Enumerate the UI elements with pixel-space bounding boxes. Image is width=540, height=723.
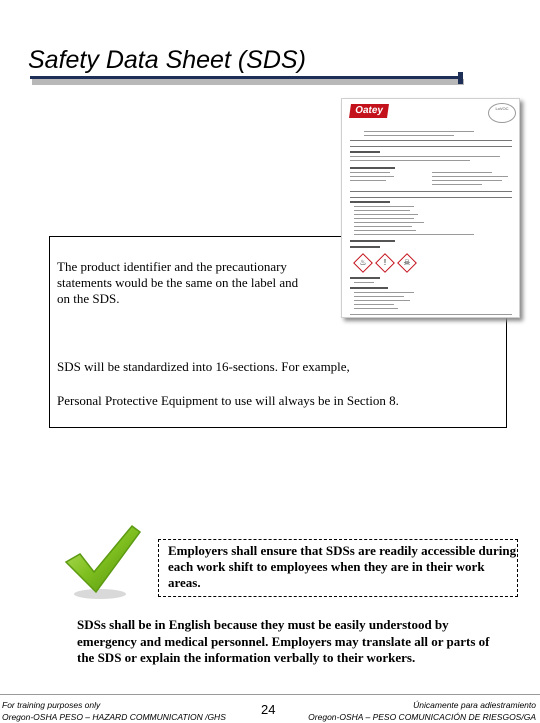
english-text: SDSs shall be in English because they must be easily understood by emergency and medical personnel. Employers may translate all or parts of the SDS or explain the information verbally to their workers. — [77, 617, 490, 665]
sections-text: SDS will be standardized into 16-sections. For example, — [57, 359, 350, 374]
ppe-text: Personal Protective Equipment to use will always be in Section 8. — [57, 393, 399, 408]
oatey-logo: Oatey — [349, 104, 389, 118]
lowvoc-badge: LoVOC — [488, 103, 516, 123]
sds-document-image: Oatey LoVOC ♨ ! ☠ — [341, 98, 520, 318]
title-rule — [30, 76, 462, 79]
checkmark-icon — [60, 520, 142, 602]
footer-divider — [0, 694, 540, 695]
page-number: 24 — [261, 702, 276, 717]
identifier-text: The product identifier and the precautionary statements would be the same on the label and on the SDS. — [57, 259, 299, 306]
footer-right-line1: Únicamente para adiestramiento — [413, 700, 536, 710]
footer-right-line2: Oregon-OSHA – PESO COMUNICACIÓN DE RIESGOS/GA — [308, 712, 536, 722]
footer-left-line1: For training purposes only — [2, 700, 101, 710]
title-rule-end — [458, 72, 463, 84]
employers-callout — [158, 539, 518, 597]
footer-right — [308, 699, 536, 723]
employers-text: Employers shall ensure that SDSs are readily accessible during each work shift to employees when they are in their work areas. — [168, 543, 517, 590]
footer-left — [2, 699, 226, 723]
footer-left-line2: Oregon-OSHA PESO – HAZARD COMMUNICATION /GHS — [2, 712, 226, 722]
slide-title: Safety Data Sheet (SDS) — [28, 46, 306, 74]
title-rule-shadow — [32, 79, 464, 85]
